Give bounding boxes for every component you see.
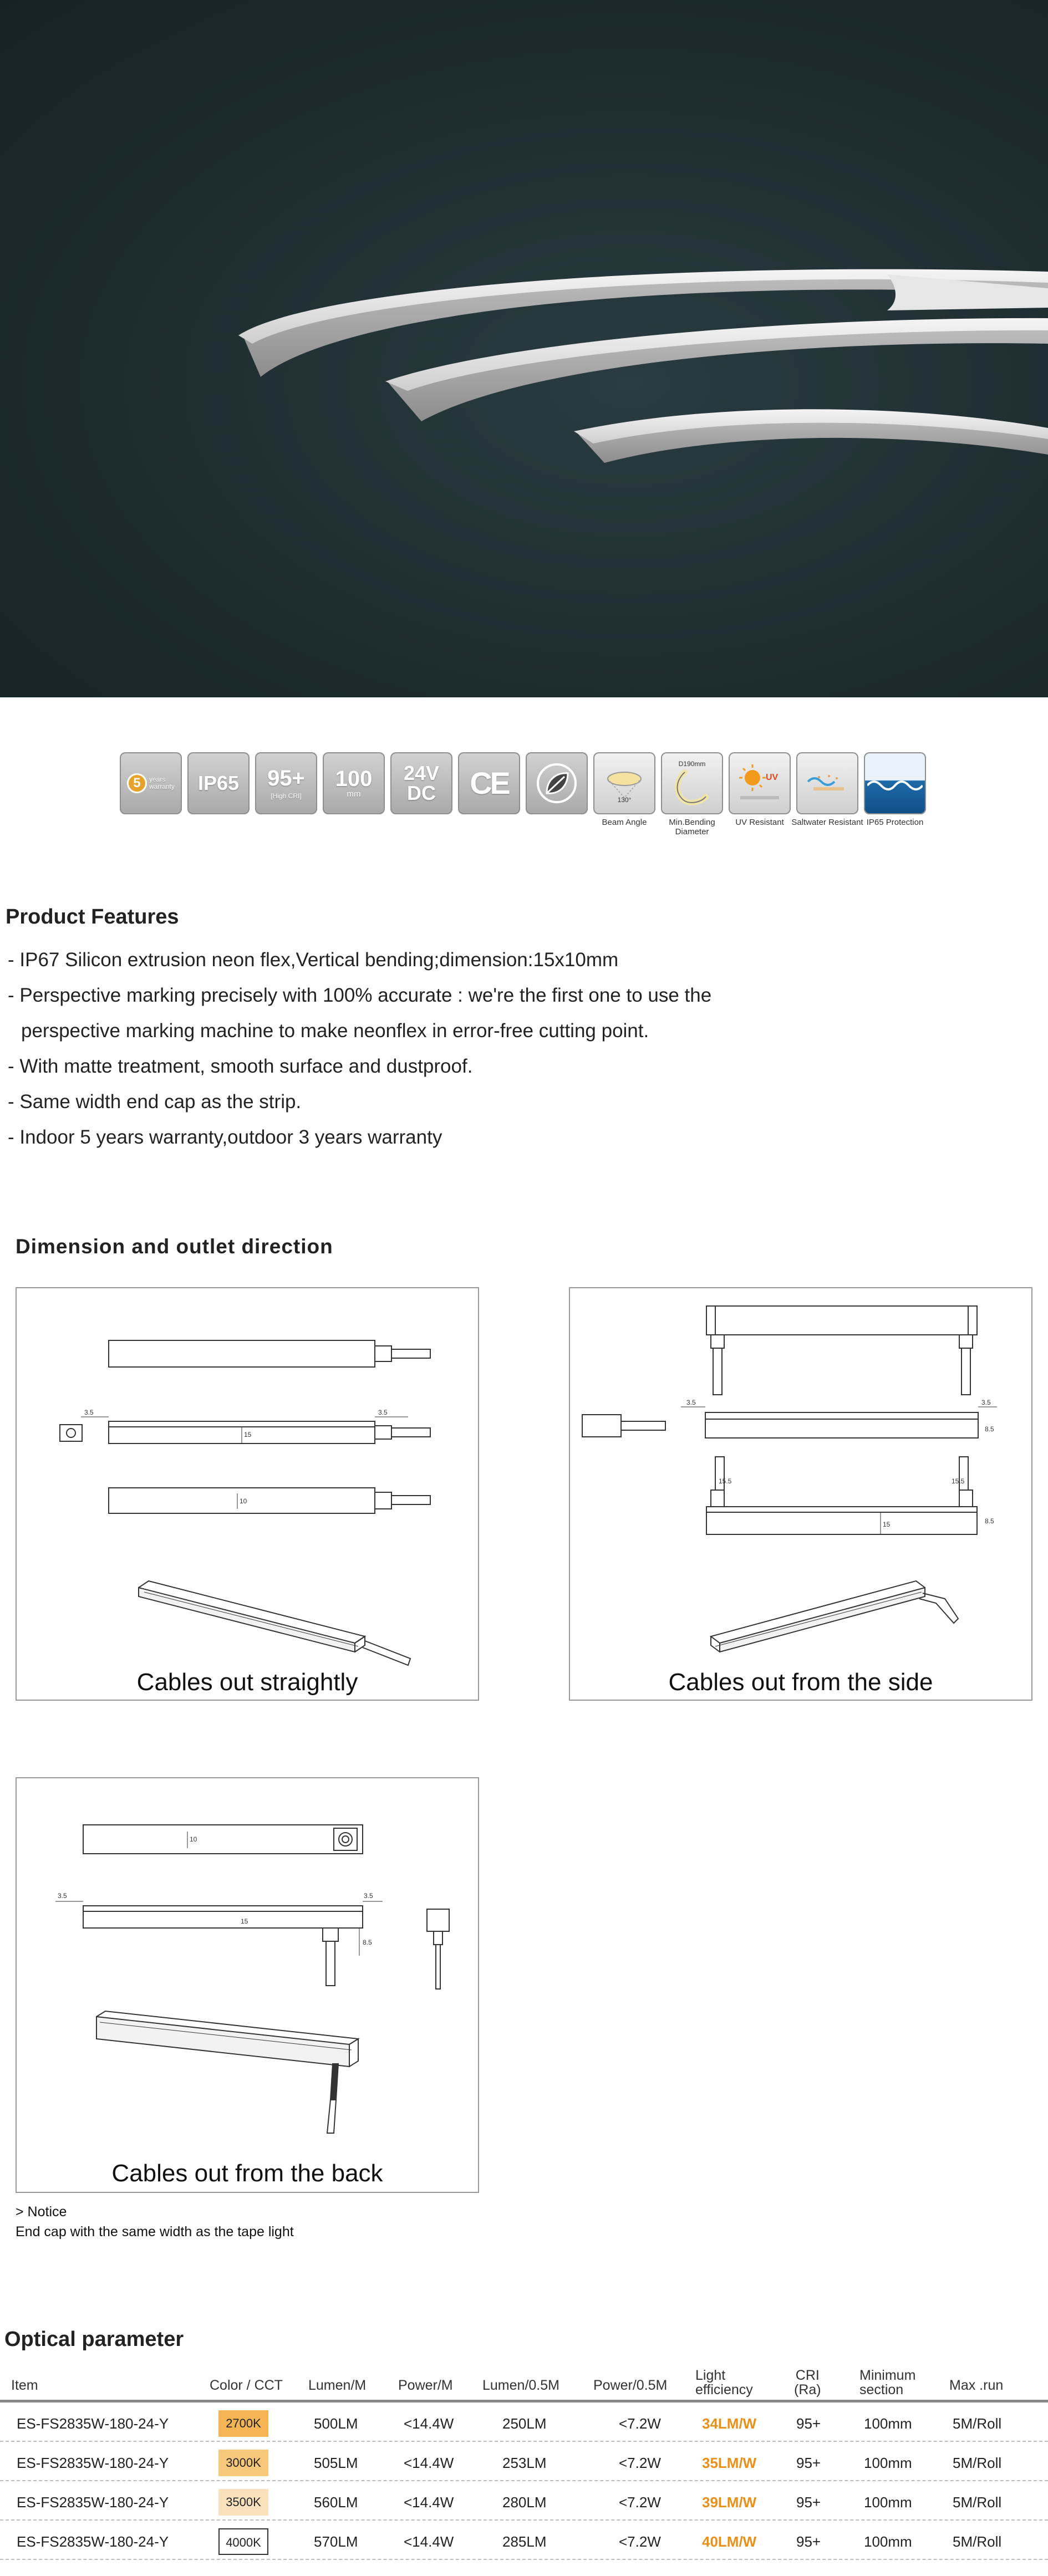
water-wave-icon — [867, 774, 923, 797]
dimension-title: Dimension and outlet direction — [16, 1235, 333, 1258]
dim-label: 8.5 — [363, 1939, 372, 1946]
cell-cct-swatch: 2700K — [218, 2410, 268, 2437]
ce-icon: CE — [458, 752, 520, 814]
th-item: Item — [11, 2378, 38, 2393]
cell-cct-swatch: 3500K — [218, 2489, 268, 2516]
feature-line: - Perspective marking precisely with 100% accurate : we're the first one to use the — [8, 985, 712, 1006]
panel-caption: Cables out from the back — [111, 2160, 383, 2187]
neon-strip-illustration — [0, 0, 1048, 697]
dim-label: 10 — [240, 1497, 247, 1505]
table-row — [0, 2402, 1048, 2442]
cell-efficiency: 40LM/W — [702, 2533, 757, 2550]
hero-image — [0, 0, 1048, 697]
length-icon: 100 mm — [323, 752, 385, 814]
notice-title: > Notice — [16, 2204, 67, 2220]
cell-efficiency: 35LM/W — [702, 2455, 757, 2471]
cell-item: ES-FS2835W-180-24-Y — [17, 2533, 169, 2550]
cell-item: ES-FS2835W-180-24-Y — [17, 2494, 169, 2511]
panel-cables-back — [16, 1777, 479, 2193]
th-lumen-m: Lumen/M — [308, 2378, 367, 2393]
product-features-list — [8, 942, 950, 1155]
cell-min-section: 100mm — [864, 2455, 912, 2471]
cell-power-half: <7.2W — [619, 2533, 661, 2550]
dim-label: 15 — [883, 1521, 891, 1528]
warranty-icon: 5 years warranty — [120, 752, 182, 814]
dim-label: 3.5 — [686, 1399, 696, 1406]
cell-lumen-half: 280LM — [502, 2494, 547, 2511]
cell-lumen-half: 250LM — [502, 2415, 547, 2432]
dim-label: 15.5 — [952, 1477, 965, 1485]
cell-max-run: 5M/Roll — [953, 2415, 1002, 2432]
feature-icon-strip: 5 years warranty IP65 95+ [High CRI] 100 mm 24V DC CE 130° Beam Angle D190mm Min.Bending Diameter UV UV Resistant Saltwater Resistant IP65 Protection — [120, 752, 929, 841]
cell-cri: 95+ — [796, 2494, 821, 2511]
panel-caption: Cables out from the side — [668, 1669, 933, 1696]
optical-parameter-title: Optical parameter — [4, 2328, 184, 2351]
th-cri: CRI (Ra) — [794, 2368, 821, 2398]
cell-cct-swatch: 3000K — [218, 2450, 268, 2476]
cell-power-half: <7.2W — [619, 2494, 661, 2511]
leaf-icon — [535, 761, 579, 805]
cell-lumen-m: 505LM — [314, 2455, 358, 2471]
cri-icon: 95+ [High CRI] — [255, 752, 317, 814]
saltwater-resistant-icon — [796, 752, 858, 814]
ip65-icon: IP65 — [187, 752, 250, 814]
cell-lumen-m: 570LM — [314, 2533, 358, 2550]
feature-line: - With matte treatment, smooth surface and dustproof. — [8, 1055, 473, 1077]
cell-cri: 95+ — [796, 2533, 821, 2550]
notice-text: End cap with the same width as the tape light — [16, 2224, 294, 2240]
dim-label: 10 — [190, 1835, 197, 1843]
optical-parameter-table — [0, 2367, 1048, 2560]
cell-efficiency: 34LM/W — [702, 2415, 757, 2432]
bending-diameter-icon: D190mm — [661, 752, 723, 814]
cell-min-section: 100mm — [864, 2415, 912, 2432]
table-header-row — [0, 2367, 1048, 2402]
th-lumen-half: Lumen/0.5M — [482, 2378, 559, 2393]
cell-power-m: <14.4W — [404, 2494, 454, 2511]
dim-label: 3.5 — [981, 1399, 991, 1406]
panel-cables-straight — [16, 1287, 479, 1701]
feature-line: - IP67 Silicon extrusion neon flex,Vertical bending;dimension:15x10mm — [8, 949, 619, 971]
th-eff: Light efficiency — [695, 2368, 753, 2398]
cell-lumen-m: 500LM — [314, 2415, 358, 2432]
panel-cables-side — [569, 1287, 1032, 1701]
feature-line: - Indoor 5 years warranty,outdoor 3 years warranty — [8, 1126, 442, 1148]
panel-caption: Cables out straightly — [136, 1669, 358, 1696]
table-body — [0, 2402, 1048, 2560]
rohs-leaf-icon — [526, 752, 588, 814]
feature-line: - Same width end cap as the strip. — [8, 1091, 302, 1113]
product-features-title: Product Features — [6, 905, 179, 929]
ip65-protection-icon — [864, 752, 926, 814]
table-row — [0, 2442, 1048, 2481]
cell-lumen-half: 285LM — [502, 2533, 547, 2550]
cell-power-m: <14.4W — [404, 2415, 454, 2432]
dim-label: 15.5 — [719, 1477, 732, 1485]
cell-power-m: <14.4W — [404, 2533, 454, 2550]
th-power-m: Power/M — [398, 2378, 453, 2393]
table-row — [0, 2521, 1048, 2560]
dim-label: 8.5 — [985, 1517, 994, 1525]
table-row — [0, 2481, 1048, 2521]
cell-max-run: 5M/Roll — [953, 2455, 1002, 2471]
cell-max-run: 5M/Roll — [953, 2494, 1002, 2511]
cell-power-half: <7.2W — [619, 2455, 661, 2471]
cell-power-m: <14.4W — [404, 2455, 454, 2471]
th-run: Max .run — [949, 2378, 1004, 2393]
cell-lumen-half: 253LM — [502, 2455, 547, 2471]
feature-line: perspective marking machine to make neonflex in error-free cutting point. — [21, 1020, 649, 1042]
dim-label: 15 — [244, 1431, 252, 1439]
dim-label: 3.5 — [58, 1892, 67, 1900]
dim-label: 3.5 — [364, 1892, 373, 1900]
dim-label: 3.5 — [84, 1409, 94, 1416]
back-drawing — [17, 1778, 480, 2194]
side-drawing — [570, 1288, 1034, 1702]
bend-curve-icon — [673, 768, 711, 807]
beam-angle-icon: 130° — [593, 752, 655, 814]
uv-resistant-icon — [729, 752, 791, 814]
cell-min-section: 100mm — [864, 2494, 912, 2511]
salt-wave-icon — [802, 764, 852, 803]
th-power-half: Power/0.5M — [593, 2378, 668, 2393]
cell-item: ES-FS2835W-180-24-Y — [17, 2455, 169, 2471]
notice-block — [16, 2202, 294, 2242]
voltage-icon: 24V DC — [390, 752, 452, 814]
cell-efficiency: 39LM/W — [702, 2494, 757, 2511]
th-cct: Color / CCT — [210, 2378, 283, 2393]
cell-item: ES-FS2835W-180-24-Y — [17, 2415, 169, 2432]
dim-label: 15 — [241, 1917, 248, 1925]
dim-label: 8.5 — [985, 1425, 994, 1433]
svg-text:UV: UV — [766, 773, 779, 782]
dim-label: 3.5 — [378, 1409, 388, 1416]
cell-cri: 95+ — [796, 2455, 821, 2471]
cell-max-run: 5M/Roll — [953, 2533, 1002, 2550]
cell-lumen-m: 560LM — [314, 2494, 358, 2511]
cell-cri: 95+ — [796, 2415, 821, 2432]
cell-power-half: <7.2W — [619, 2415, 661, 2432]
cell-min-section: 100mm — [864, 2533, 912, 2550]
straight-drawing — [17, 1288, 480, 1702]
sun-uv-icon — [735, 761, 785, 805]
th-min: Minimum section — [859, 2368, 916, 2398]
cell-cct-swatch: 4000K — [218, 2528, 268, 2555]
